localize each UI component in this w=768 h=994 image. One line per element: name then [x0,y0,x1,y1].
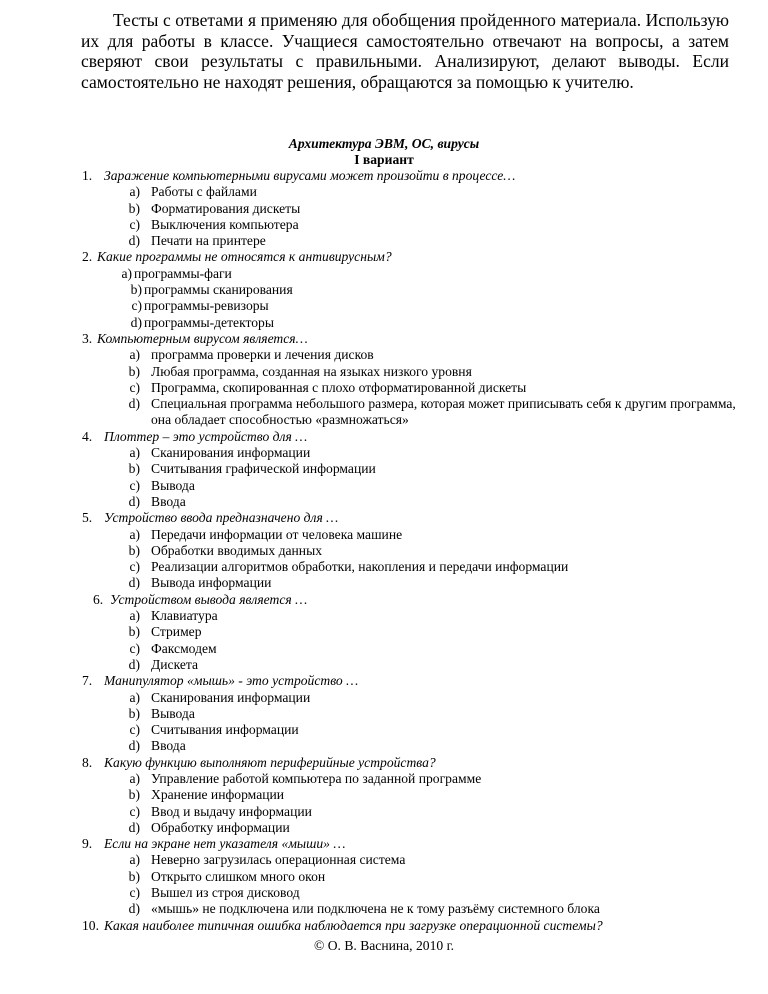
question-number: 10. [82,917,99,933]
answer-option [0,266,768,282]
answer-option [0,380,768,396]
question-line [0,331,768,347]
answer-option [0,885,768,901]
option-letter: c) [129,379,140,395]
option-text: Любая программа, созданная на языках низкого уровня [151,363,472,379]
question [0,168,768,249]
option-letter: c) [131,298,142,314]
option-text: Вывода [151,705,195,721]
option-text: Считывания графической информации [151,461,376,477]
question-text: Какую функцию выполняют периферийные устройства? [104,754,436,770]
question [0,249,768,330]
option-letter: b) [128,705,140,721]
question-line [0,168,768,184]
option-letter: a) [129,445,140,461]
answer-option [0,201,768,217]
option-list [0,771,768,836]
question-line [0,673,768,689]
option-letter: a) [129,689,140,705]
question-number: 6. [93,591,104,607]
answer-option [0,869,768,885]
option-letter: b) [128,542,140,558]
answer-option [0,445,768,461]
answer-option [0,641,768,657]
option-letter: b) [128,461,140,477]
answer-option [0,217,768,233]
option-letter: d) [128,396,140,412]
option-text: Открыто слишком много окон [151,868,326,884]
question-line [0,836,768,852]
option-letter: d) [128,819,140,835]
answer-option [0,608,768,624]
answer-option [0,315,768,331]
answer-option [0,527,768,543]
question-number: 5. [82,510,93,526]
option-text: Ввода [151,738,186,754]
question-line [0,429,768,445]
option-text: Стример [151,624,202,640]
option-text: Сканирования информации [151,445,311,461]
option-letter: c) [129,559,140,575]
question-number: 2. [82,249,93,265]
answer-option [0,559,768,575]
option-letter: c) [129,722,140,738]
option-text: Программа, скопированная с плохо отформатированной дискеты [151,379,527,395]
option-letter: c) [129,477,140,493]
option-text: Форматирования дискеты [151,200,301,216]
option-list [0,445,768,510]
option-letter: d) [128,233,140,249]
option-letter: a) [129,852,140,868]
answer-option [0,494,768,510]
option-text: Управление работой компьютера по заданной программе [151,770,482,786]
answer-option [0,624,768,640]
answer-option [0,282,768,298]
option-letter: d) [130,314,142,330]
option-text: «мышь» не подключена или подключена не к тому разъёму системного блока [151,901,600,917]
question-number: 9. [82,836,93,852]
answer-option [0,804,768,820]
answer-option [0,184,768,200]
option-letter: a) [129,347,140,363]
question-number: 4. [82,428,93,444]
option-letter: a) [129,184,140,200]
answer-option [0,706,768,722]
question [0,836,768,917]
option-text: Реализации алгоритмов обработки, накопления и передачи информации [151,559,569,575]
option-text: программы-детекторы [144,314,274,330]
option-list [0,266,768,331]
option-letter: d) [128,656,140,672]
option-text: Неверно загрузилась операционная система [151,852,406,868]
option-text: Работы с файлами [151,184,257,200]
question-line [0,592,768,608]
answer-option [0,690,768,706]
question-line [0,755,768,771]
option-letter: a) [129,770,140,786]
question-number: 8. [82,754,93,770]
question-number: 3. [82,330,93,346]
option-letter: b) [130,282,142,298]
answer-option [0,461,768,477]
answer-option [0,820,768,836]
option-letter: b) [128,868,140,884]
answer-option [0,901,768,917]
option-text: Вывода информации [151,575,272,591]
option-list [0,690,768,755]
option-list [0,184,768,249]
test-title: Архитектура ЭВМ, ОС, вирусы [288,136,480,151]
answer-option [0,657,768,673]
option-letter: c) [129,885,140,901]
option-letter: a) [129,526,140,542]
option-text: Обработку информации [151,819,290,835]
question [0,755,768,836]
question-text: Если на экране нет указателя «мыши» … [104,836,346,852]
option-letter: c) [129,803,140,819]
option-text: программы сканирования [144,282,293,298]
copyright-footer: © О. В. Васнина, 2010 г. [313,938,455,953]
question-text: Заражение компьютерными вирусами может произойти в процессе… [104,168,516,183]
option-letter: b) [128,363,140,379]
option-text: программы-фаги [134,265,232,281]
option-text: Факсмодем [151,640,217,656]
option-text: Передачи информации от человека машине [151,526,403,542]
option-text: Вышел из строя дисковод [151,885,300,901]
option-letter: a) [121,265,132,281]
answer-option [0,722,768,738]
answer-option [0,738,768,754]
option-text: Дискета [151,656,199,672]
variant-heading: I вариант [354,152,414,167]
question-line [0,510,768,526]
option-text: Считывания информации [151,722,299,738]
option-letter: c) [129,216,140,232]
option-letter: b) [128,787,140,803]
option-text: Хранение информации [151,787,285,803]
option-list [0,852,768,917]
question-text: Устройство ввода предназначено для … [104,510,339,526]
question-list [0,168,768,934]
option-text: Ввод и выдачу информации [151,803,312,819]
question-text: Плоттер – это устройство для … [104,428,308,444]
answer-option [0,347,768,363]
question-text: Какие программы не относятся к антивирусным? [97,249,392,265]
option-list [0,347,768,428]
question [0,673,768,754]
option-letter: d) [128,493,140,509]
answer-option [0,364,768,380]
answer-option [0,543,768,559]
answer-option [0,478,768,494]
option-letter: d) [128,575,140,591]
option-letter: b) [128,200,140,216]
answer-option [0,298,768,314]
question [0,592,768,673]
option-text: программа проверки и лечения дисков [151,347,374,363]
answer-option [0,771,768,787]
intro-paragraph: Тесты с ответами я применяю для обобщения пройденного материала. Использую их для работы в классе. Учащиеся самостоятельно отвечают на вопросы, а затем сверяют свои результаты с правильными. Анализируют, делают выводы. Если самостоятельно не находят решения, обращаются за помощью к учителю. [81,10,729,92]
answer-option [0,787,768,803]
option-text: Сканирования информации [151,689,311,705]
option-text: Печати на принтере [151,233,266,249]
answer-option [0,852,768,868]
option-text: программы-ревизоры [144,298,269,314]
question [0,510,768,591]
option-text: Ввода [151,493,186,509]
option-letter: b) [128,624,140,640]
answer-option [0,396,768,429]
option-text: Вывода [151,477,195,493]
question-text: Какая наиболее типичная ошибка наблюдается при загрузке операционной системы? [104,917,603,933]
question-line [0,918,768,934]
option-letter: d) [128,738,140,754]
question-number: 7. [82,673,93,689]
option-text: Обработки вводимых данных [151,542,323,558]
option-list [0,527,768,592]
question-text: Компьютерным вирусом является… [97,330,308,346]
question-text: Устройством вывода является … [110,591,308,607]
option-text: Специальная программа небольшого размера, которая может приписывать себя к другим программа, она обладает способностью «размножаться» [151,396,736,428]
option-list [0,608,768,673]
question [0,918,768,934]
answer-option [0,575,768,591]
option-letter: a) [129,608,140,624]
question-line [0,249,768,265]
option-text: Клавиатура [151,608,218,624]
answer-option [0,233,768,249]
question-text: Манипулятор «мышь» - это устройство … [104,673,359,689]
option-text: Выключения компьютера [151,216,299,232]
question [0,429,768,510]
option-letter: c) [129,640,140,656]
question [0,331,768,429]
question-number: 1. [82,168,93,183]
option-letter: d) [128,901,140,917]
